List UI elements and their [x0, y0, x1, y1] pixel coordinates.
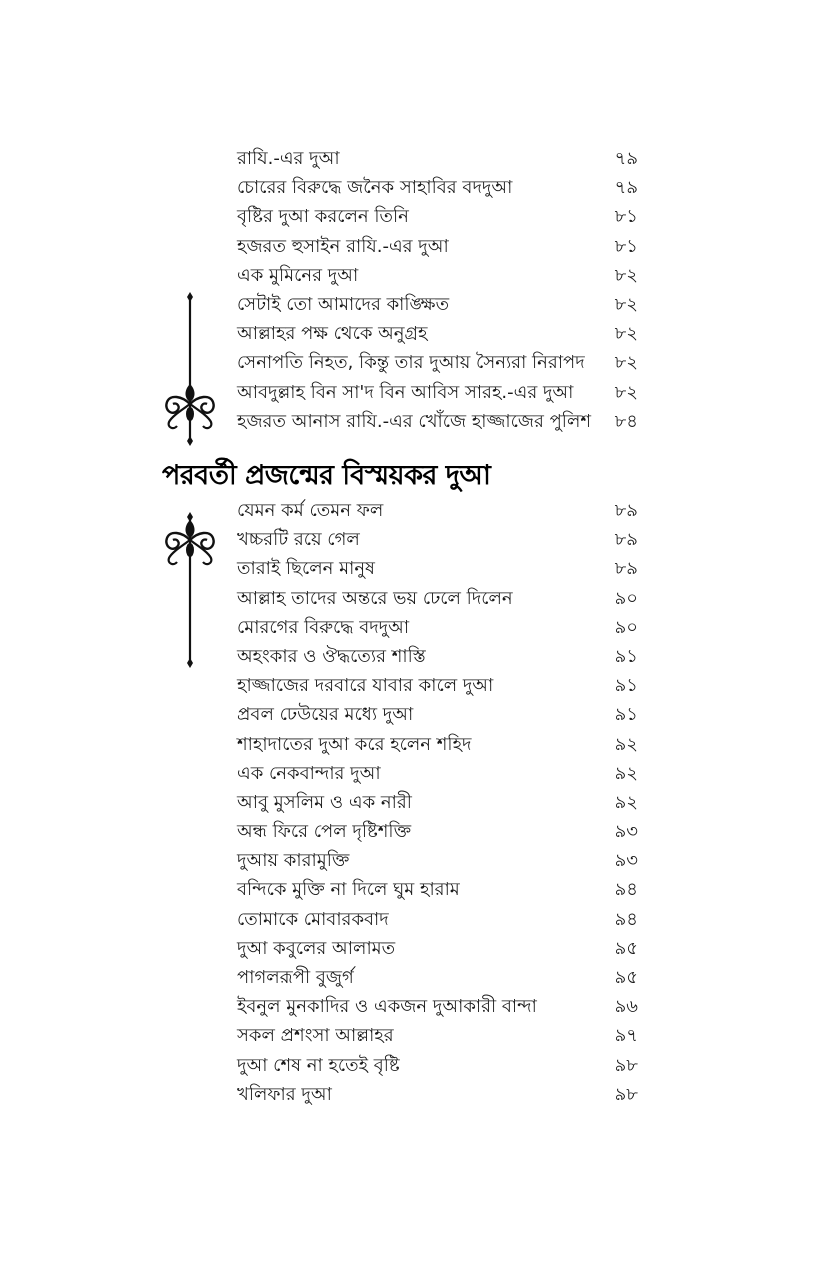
- toc-entry-title: প্রবল ঢেউয়ের মধ্যে দুআ: [237, 704, 414, 726]
- toc-entry-page: ৮১: [614, 235, 638, 257]
- toc-entry-title: দুআ শেষ না হতেই বৃষ্টি: [237, 1054, 400, 1076]
- toc-entry-page: ৯৩: [614, 850, 638, 872]
- toc-entry[interactable]: [0, 174, 825, 203]
- toc-entry-title: হজরত হুসাইন রাযি.-এর দুআ: [237, 235, 449, 257]
- toc-entry-title: যেমন কর্ম তেমন ফল: [237, 500, 384, 521]
- toc-entry-page: ৮২: [614, 293, 638, 315]
- toc-entry[interactable]: [0, 1081, 825, 1110]
- toc-entry-title: পাগলরূপী বুজুর্গ: [237, 967, 354, 988]
- toc-entry-title: দুআ কবুলের আলামত: [237, 937, 396, 959]
- toc-entry-page: ৮২: [614, 323, 638, 345]
- toc-entry[interactable]: [0, 349, 825, 378]
- toc-entry-page: ৯২: [614, 791, 638, 813]
- toc-entry[interactable]: [0, 964, 825, 993]
- toc-entry[interactable]: [0, 203, 825, 232]
- toc-entry[interactable]: [0, 760, 825, 789]
- toc-entry-title: আল্লাহর পক্ষ থেকে অনুগ্রহ: [237, 323, 428, 345]
- toc-entry-page: ৮৪: [614, 410, 638, 432]
- toc-entry-page: ৯০: [614, 587, 638, 609]
- toc-entry-title: সেনাপতি নিহত, কিন্তু তার দুআয় সৈন্যরা নিরাপদ: [237, 352, 585, 374]
- toc-entry-page: ৯৫: [614, 937, 638, 959]
- toc-entry-page: ৯৩: [614, 821, 638, 843]
- toc-entry[interactable]: [0, 585, 825, 614]
- toc-entry-page: ৯২: [614, 733, 638, 755]
- toc-entry-title: মোরগের বিরুদ্ধে বদদুআ: [237, 616, 410, 638]
- toc-entry[interactable]: [0, 906, 825, 935]
- toc-entry-title: রাযি.-এর দুআ: [237, 148, 340, 169]
- toc-entry-title: তোমাকে মোবারকবাদ: [237, 908, 389, 930]
- toc-entry-title: তারাই ছিলেন মানুষ: [237, 558, 375, 580]
- toc-entry[interactable]: [0, 643, 825, 672]
- toc-entry-page: ৮৯: [614, 529, 638, 551]
- toc-entry[interactable]: [0, 379, 825, 408]
- toc-entry-title: শাহাদাতের দুআ করে হলেন শহিদ: [237, 733, 472, 755]
- toc-entry-title: আবু মুসলিম ও এক নারী: [237, 791, 412, 813]
- toc-entry[interactable]: [0, 555, 825, 584]
- toc-entry-title: এক নেকবান্দার দুআ: [237, 762, 381, 784]
- toc-entry[interactable]: [0, 1052, 825, 1081]
- toc-entry[interactable]: [0, 672, 825, 701]
- toc-entry-page: ৯৮: [614, 1083, 638, 1105]
- toc-entry[interactable]: [0, 847, 825, 876]
- toc-entry-page: ৯৮: [614, 1054, 638, 1076]
- toc-entry-title: সকল প্রশংসা আল্লাহর: [237, 1025, 394, 1047]
- toc-entry-title: হাজ্জাজের দরবারে যাবার কালে দুআ: [237, 675, 494, 697]
- toc-entry-title: বৃষ্টির দুআ করলেন তিনি: [237, 206, 409, 228]
- toc-entry-page: ৯৪: [614, 879, 638, 901]
- toc-entry-title: আল্লাহ তাদের অন্তরে ভয় ঢেলে দিলেন: [237, 587, 513, 609]
- toc-entry-title: এক মুমিনের দুআ: [237, 264, 359, 286]
- toc-entry-page: ৯১: [614, 645, 638, 667]
- toc-entry-title: ইবনুল মুনকাদির ও একজন দুআকারী বান্দা: [237, 996, 537, 1018]
- toc-entry-page: ৮২: [614, 264, 638, 286]
- toc-entry-page: ৭৯: [614, 177, 638, 199]
- toc-entry-page: ৯১: [614, 704, 638, 726]
- toc-entry-page: ৮১: [614, 206, 638, 228]
- toc-entry-title: আবদুল্লাহ বিন সা'দ বিন আবিস সারহ.-এর দুআ: [237, 381, 574, 403]
- toc-entry-page: ৮২: [614, 381, 638, 403]
- toc-entry-page: ৯৫: [614, 967, 638, 988]
- toc-entry-page: ৯১: [614, 675, 638, 697]
- toc-entry-title: অহংকার ও ঔদ্ধত্যের শাস্তি: [237, 645, 426, 667]
- toc-list-part2: [0, 497, 825, 1110]
- toc-entry[interactable]: [0, 876, 825, 905]
- section-heading: পরবর্তী প্রজন্মের বিস্ময়কর দুআ: [162, 460, 491, 491]
- toc-entry-page: ৮৯: [614, 558, 638, 580]
- toc-entry-title: খলিফার দুআ: [237, 1083, 332, 1105]
- toc-entry[interactable]: [0, 291, 825, 320]
- toc-entry-page: ৮৯: [614, 500, 638, 521]
- toc-entry-title: হজরত আনাস রাযি.-এর খোঁজে হাজ্জাজের পুলিশ: [237, 410, 592, 432]
- toc-entry-page: ৯০: [614, 616, 638, 638]
- toc-entry[interactable]: [0, 408, 825, 437]
- toc-entry-page: ৭৯: [614, 148, 638, 169]
- toc-entry-title: অন্ধ ফিরে পেল দৃষ্টিশক্তি: [237, 821, 412, 843]
- toc-entry-title: সেটাই তো আমাদের কাঙ্ক্ষিত: [237, 293, 450, 315]
- toc-entry[interactable]: [0, 818, 825, 847]
- toc-entry[interactable]: [0, 320, 825, 349]
- toc-entry[interactable]: [0, 526, 825, 555]
- toc-entry[interactable]: [0, 145, 825, 174]
- toc-entry-title: দুআয় কারামুক্তি: [237, 850, 350, 872]
- toc-entry[interactable]: [0, 935, 825, 964]
- toc-entry[interactable]: [0, 497, 825, 526]
- toc-entry-page: ৮২: [614, 352, 638, 374]
- toc-entry[interactable]: [0, 614, 825, 643]
- toc-list-part1: [0, 145, 825, 437]
- toc-entry[interactable]: [0, 993, 825, 1022]
- toc-entry[interactable]: [0, 262, 825, 291]
- toc-entry[interactable]: [0, 731, 825, 760]
- toc-entry-title: খচ্চরটি রয়ে গেল: [237, 529, 360, 551]
- toc-entry-page: ৯২: [614, 762, 638, 784]
- toc-entry-page: ৯৪: [614, 908, 638, 930]
- toc-entry[interactable]: [0, 233, 825, 262]
- toc-entry-title: বন্দিকে মুক্তি না দিলে ঘুম হারাম: [237, 879, 460, 901]
- toc-entry[interactable]: [0, 1022, 825, 1051]
- toc-entry[interactable]: [0, 701, 825, 730]
- toc-entry-page: ৯৭: [614, 1025, 638, 1047]
- toc-entry-title: চোরের বিরুদ্ধে জনৈক সাহাবির বদদুআ: [237, 177, 513, 199]
- toc-entry-page: ৯৬: [614, 996, 638, 1018]
- toc-entry[interactable]: [0, 789, 825, 818]
